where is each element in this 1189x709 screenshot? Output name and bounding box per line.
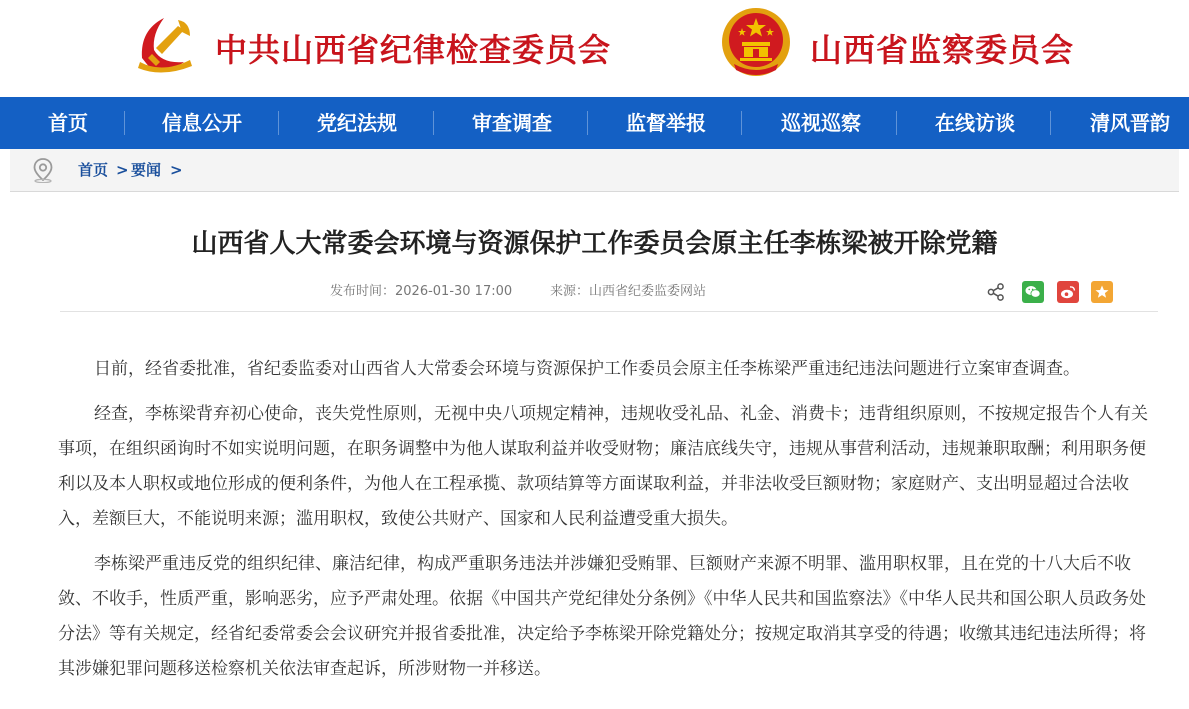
publish-time: 发布时间：2026-01-30 17:00 (330, 284, 513, 299)
nav-item-report[interactable]: 监督举报 (626, 111, 706, 135)
share-icon[interactable] (985, 281, 1007, 303)
nav-item-investigation[interactable]: 审查调查 (472, 111, 552, 135)
article-title: 山西省人大常委会环境与资源保护工作委员会原主任李栋梁被开除党籍 (191, 229, 998, 259)
article-paragraph: 李栋梁严重违反党的组织纪律、廉洁纪律，构成严重职务违法并涉嫌犯受贿罪、巨额财产来源不明罪、滥用职权罪，且在党的十八大后不收敛、不收手，性质严重，影响恶劣，应予严肃处理。依据《中国共产党纪律处分条例》《中华人民共和国监察法》《中华人民共和国公职人员政务处分法》等有关规定，经省纪委常委会会议研究并报省委批准，决定给予李栋梁开除党籍处分；按规定取消其享受的待遇；收缴其违纪违法所得；将其涉嫌犯罪问题移送检察机关依法审查起诉，所涉财物一并移送。 (58, 554, 1146, 679)
national-emblem-icon (720, 6, 792, 80)
nav-item-home[interactable]: 首页 (48, 111, 88, 135)
nav-item-info-disclosure[interactable]: 信息公开 (162, 111, 242, 135)
nav-divider (1050, 111, 1051, 135)
breadcrumb-separator: > (170, 161, 183, 179)
article-paragraph: 经查，李栋梁背弃初心使命，丧失党性原则，无视中央八项规定精神，违规收受礼品、礼金、消费卡；违背组织原则，不按规定报告个人有关事项，在组织函询时不如实说明问题，在职务调整中为他人谋取利益并收受财物；廉洁底线失守，违规从事营利活动，违规兼职取酬；利用职务便利以及本人职权或地位形成的便利条件，为他人在工程承揽、款项结算等方面谋取利益，并非法收受巨额财物；家庭财产、支出明显超过合法收入，差额巨大，不能说明来源；滥用职权，致使公共财产、国家和人民利益遭受重大损失。 (58, 404, 1148, 529)
breadcrumb-news-link[interactable]: 要闻 (131, 161, 162, 179)
party-emblem-icon (132, 8, 200, 78)
nav-item-culture[interactable]: 清风晋韵 (1090, 111, 1170, 135)
wechat-icon[interactable] (1022, 281, 1044, 303)
main-nav (0, 97, 1189, 149)
breadcrumb (10, 149, 1179, 192)
weibo-icon[interactable] (1057, 281, 1079, 303)
org-title-discipline: 中共山西省纪律检查委员会 (215, 31, 612, 69)
title-divider (60, 311, 1158, 312)
nav-divider (741, 111, 742, 135)
nav-divider (896, 111, 897, 135)
nav-divider (278, 111, 279, 135)
site-header (0, 0, 1189, 97)
nav-divider (587, 111, 588, 135)
article-source: 来源：山西省纪委监委网站 (550, 284, 707, 299)
nav-item-inspection[interactable]: 巡视巡察 (781, 111, 861, 135)
breadcrumb-separator: > (116, 161, 129, 179)
nav-divider (124, 111, 125, 135)
article-paragraph: 日前，经省委批准，省纪委监委对山西省人大常委会环境与资源保护工作委员会原主任李栋梁严重违纪违法问题进行立案审查调查。 (94, 359, 1080, 379)
breadcrumb-home-link[interactable]: 首页 (78, 161, 109, 179)
favorite-icon[interactable] (1091, 281, 1113, 303)
nav-item-party-regulations[interactable]: 党纪法规 (317, 111, 397, 135)
location-pin-icon (32, 157, 54, 183)
org-title-supervision: 山西省监察委员会 (810, 31, 1075, 69)
nav-item-online-interview[interactable]: 在线访谈 (935, 111, 1015, 135)
nav-divider (433, 111, 434, 135)
